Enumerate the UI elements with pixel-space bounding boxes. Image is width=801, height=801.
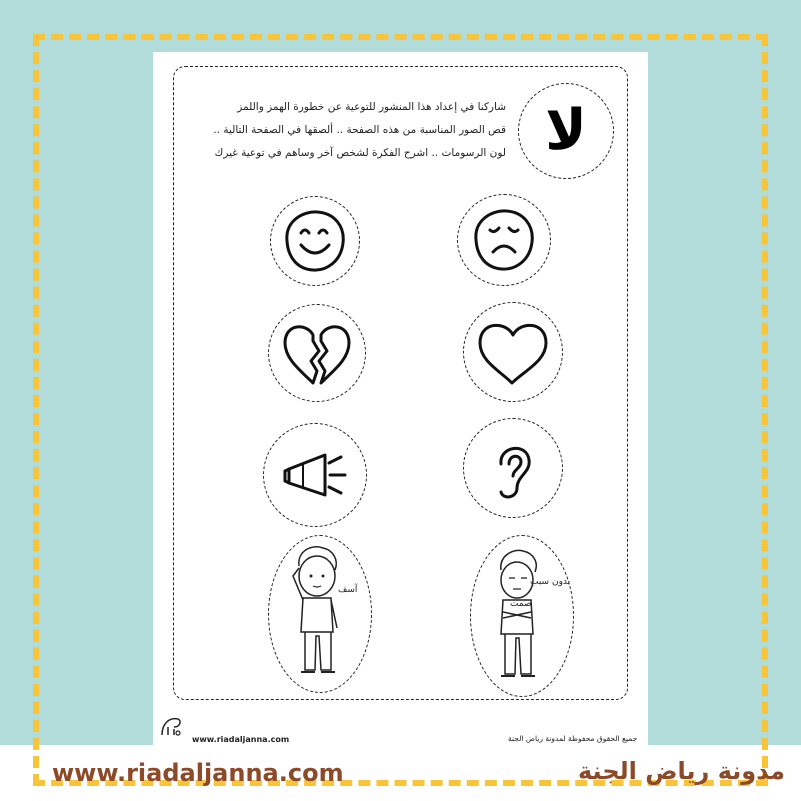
broken-heart-icon (277, 313, 357, 393)
site-url[interactable]: www.riadaljanna.com (52, 759, 344, 787)
instructions (200, 96, 506, 165)
sheet-footer-rights: جميع الحقوق محفوظة لمدونة رياض الجنة (508, 734, 638, 743)
letter-badge (518, 83, 614, 179)
ear-icon (473, 428, 553, 508)
happy-face-icon (277, 203, 353, 279)
instruction-line-2: قص الصور المناسبة من هذه الصفحة .. ألصقها في الصفحة التالية .. (213, 124, 506, 136)
silence-label: صمت (510, 599, 532, 609)
letter-text: لا (545, 98, 587, 163)
boy-apologizing-icon (269, 536, 369, 690)
sad-face-icon (466, 202, 542, 278)
riadaljanna-logo-icon (158, 713, 184, 739)
heart-icon (472, 311, 554, 393)
instruction-line-1: شاركنا في إعداد هذا المنشور للتوعية عن خطورة الهمز واللمز (237, 101, 506, 113)
no-reason-label: بدون سبب (530, 577, 571, 587)
megaphone-icon (273, 433, 357, 517)
apology-label: آسف (338, 585, 358, 595)
boy-arms-crossed-icon (471, 536, 571, 694)
sad-face-badge (457, 194, 551, 286)
silent-kid-oval (470, 535, 574, 697)
happy-face-badge (270, 196, 360, 286)
ear-badge (463, 418, 563, 518)
broken-heart-badge (268, 304, 366, 402)
blog-name: مدونة رياض الجنة (578, 757, 785, 785)
megaphone-badge (263, 423, 367, 527)
apology-kid-oval (268, 535, 372, 693)
instruction-line-3: لون الرسومات .. اشرح الفكرة لشخص آخر وساهم في توعية غيرك (214, 147, 506, 159)
sheet-footer-url: www.riadaljanna.com (192, 735, 290, 744)
heart-badge (463, 302, 563, 402)
